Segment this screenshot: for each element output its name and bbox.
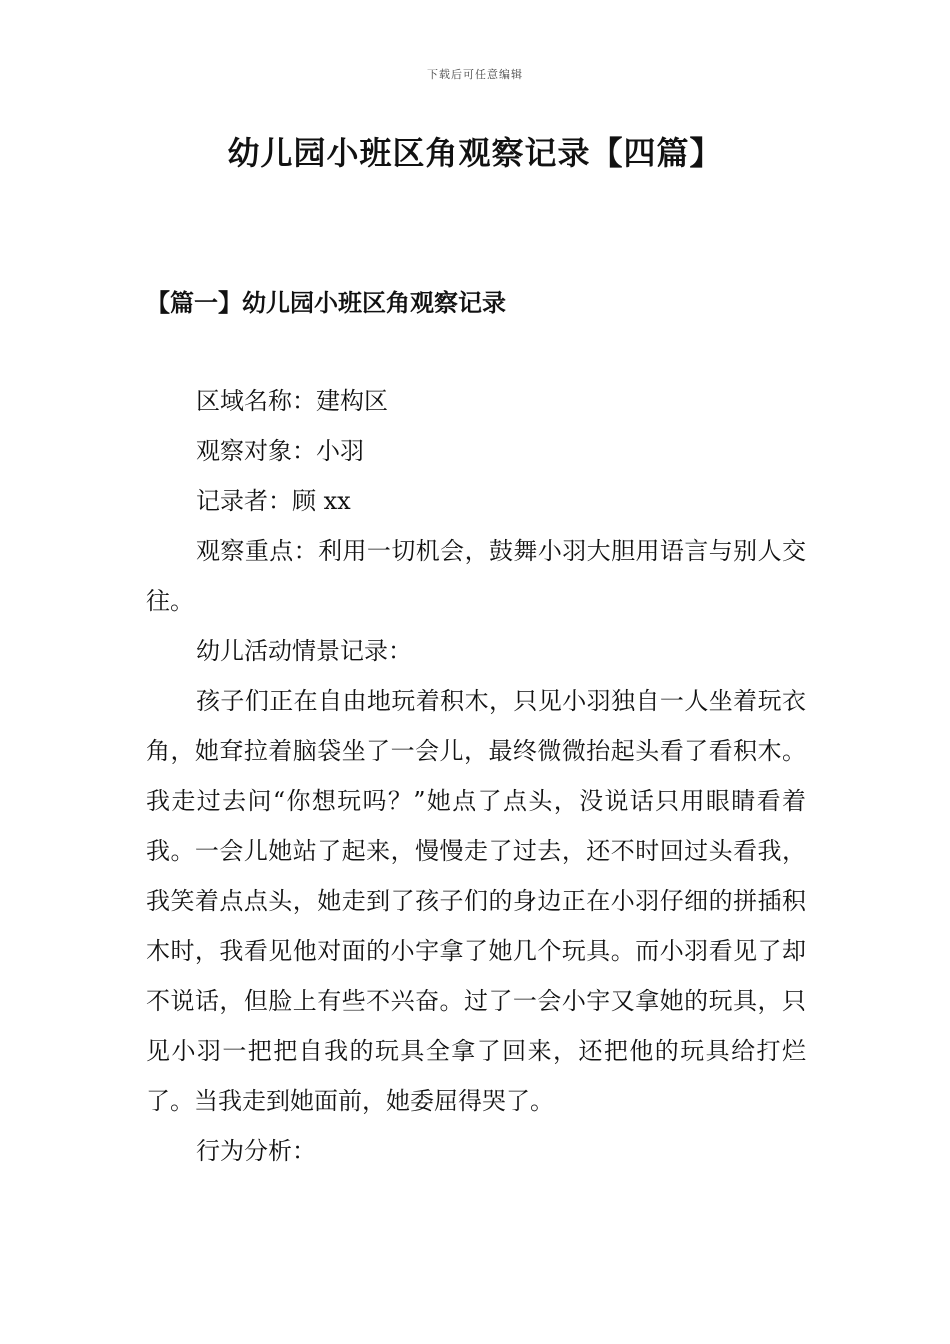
document-body <box>146 376 806 1176</box>
observation-subject-field: 观察对象：小羽 <box>196 437 364 465</box>
page-header-note: 下载后可任意编辑 <box>427 68 523 81</box>
section-heading: 【篇一】幼儿园小班区角观察记录 <box>146 288 506 317</box>
document-title: 幼儿园小班区角观察记录【四篇】 <box>227 134 723 172</box>
behavior-analysis-label: 行为分析： <box>196 1137 316 1165</box>
recorder-field: 记录者：顾 xx <box>196 487 351 515</box>
observation-focus-paragraph: 观察重点：利用一切机会，鼓舞小羽大胆用语言与别人交往。 <box>146 537 806 615</box>
activity-record-label: 幼儿活动情景记录： <box>196 637 412 665</box>
activity-record-paragraph: 孩子们正在自由地玩着积木，只见小羽独自一人坐着玩衣角，她耷拉着脑袋坐了一会儿，最终微微抬起头看了看积木。我走过去问“你想玩吗？”她点了点头，没说话只用眼睛看着我。一会儿她站了起来，慢慢走了过去，还不时回过头看我，我笑着点点头，她走到了孩子们的身边正在小羽仔细的拼插积木时，我看见他对面的小宇拿了她几个玩具。而小羽看见了却不说话，但脸上有些不兴奋。过了一会小宇又拿她的玩具，只见小羽一把把自我的玩具全拿了回来，还把他的玩具给打烂了。当我走到她面前，她委屈得哭了。 <box>146 687 806 1115</box>
area-name-field: 区域名称：建构区 <box>196 387 388 415</box>
